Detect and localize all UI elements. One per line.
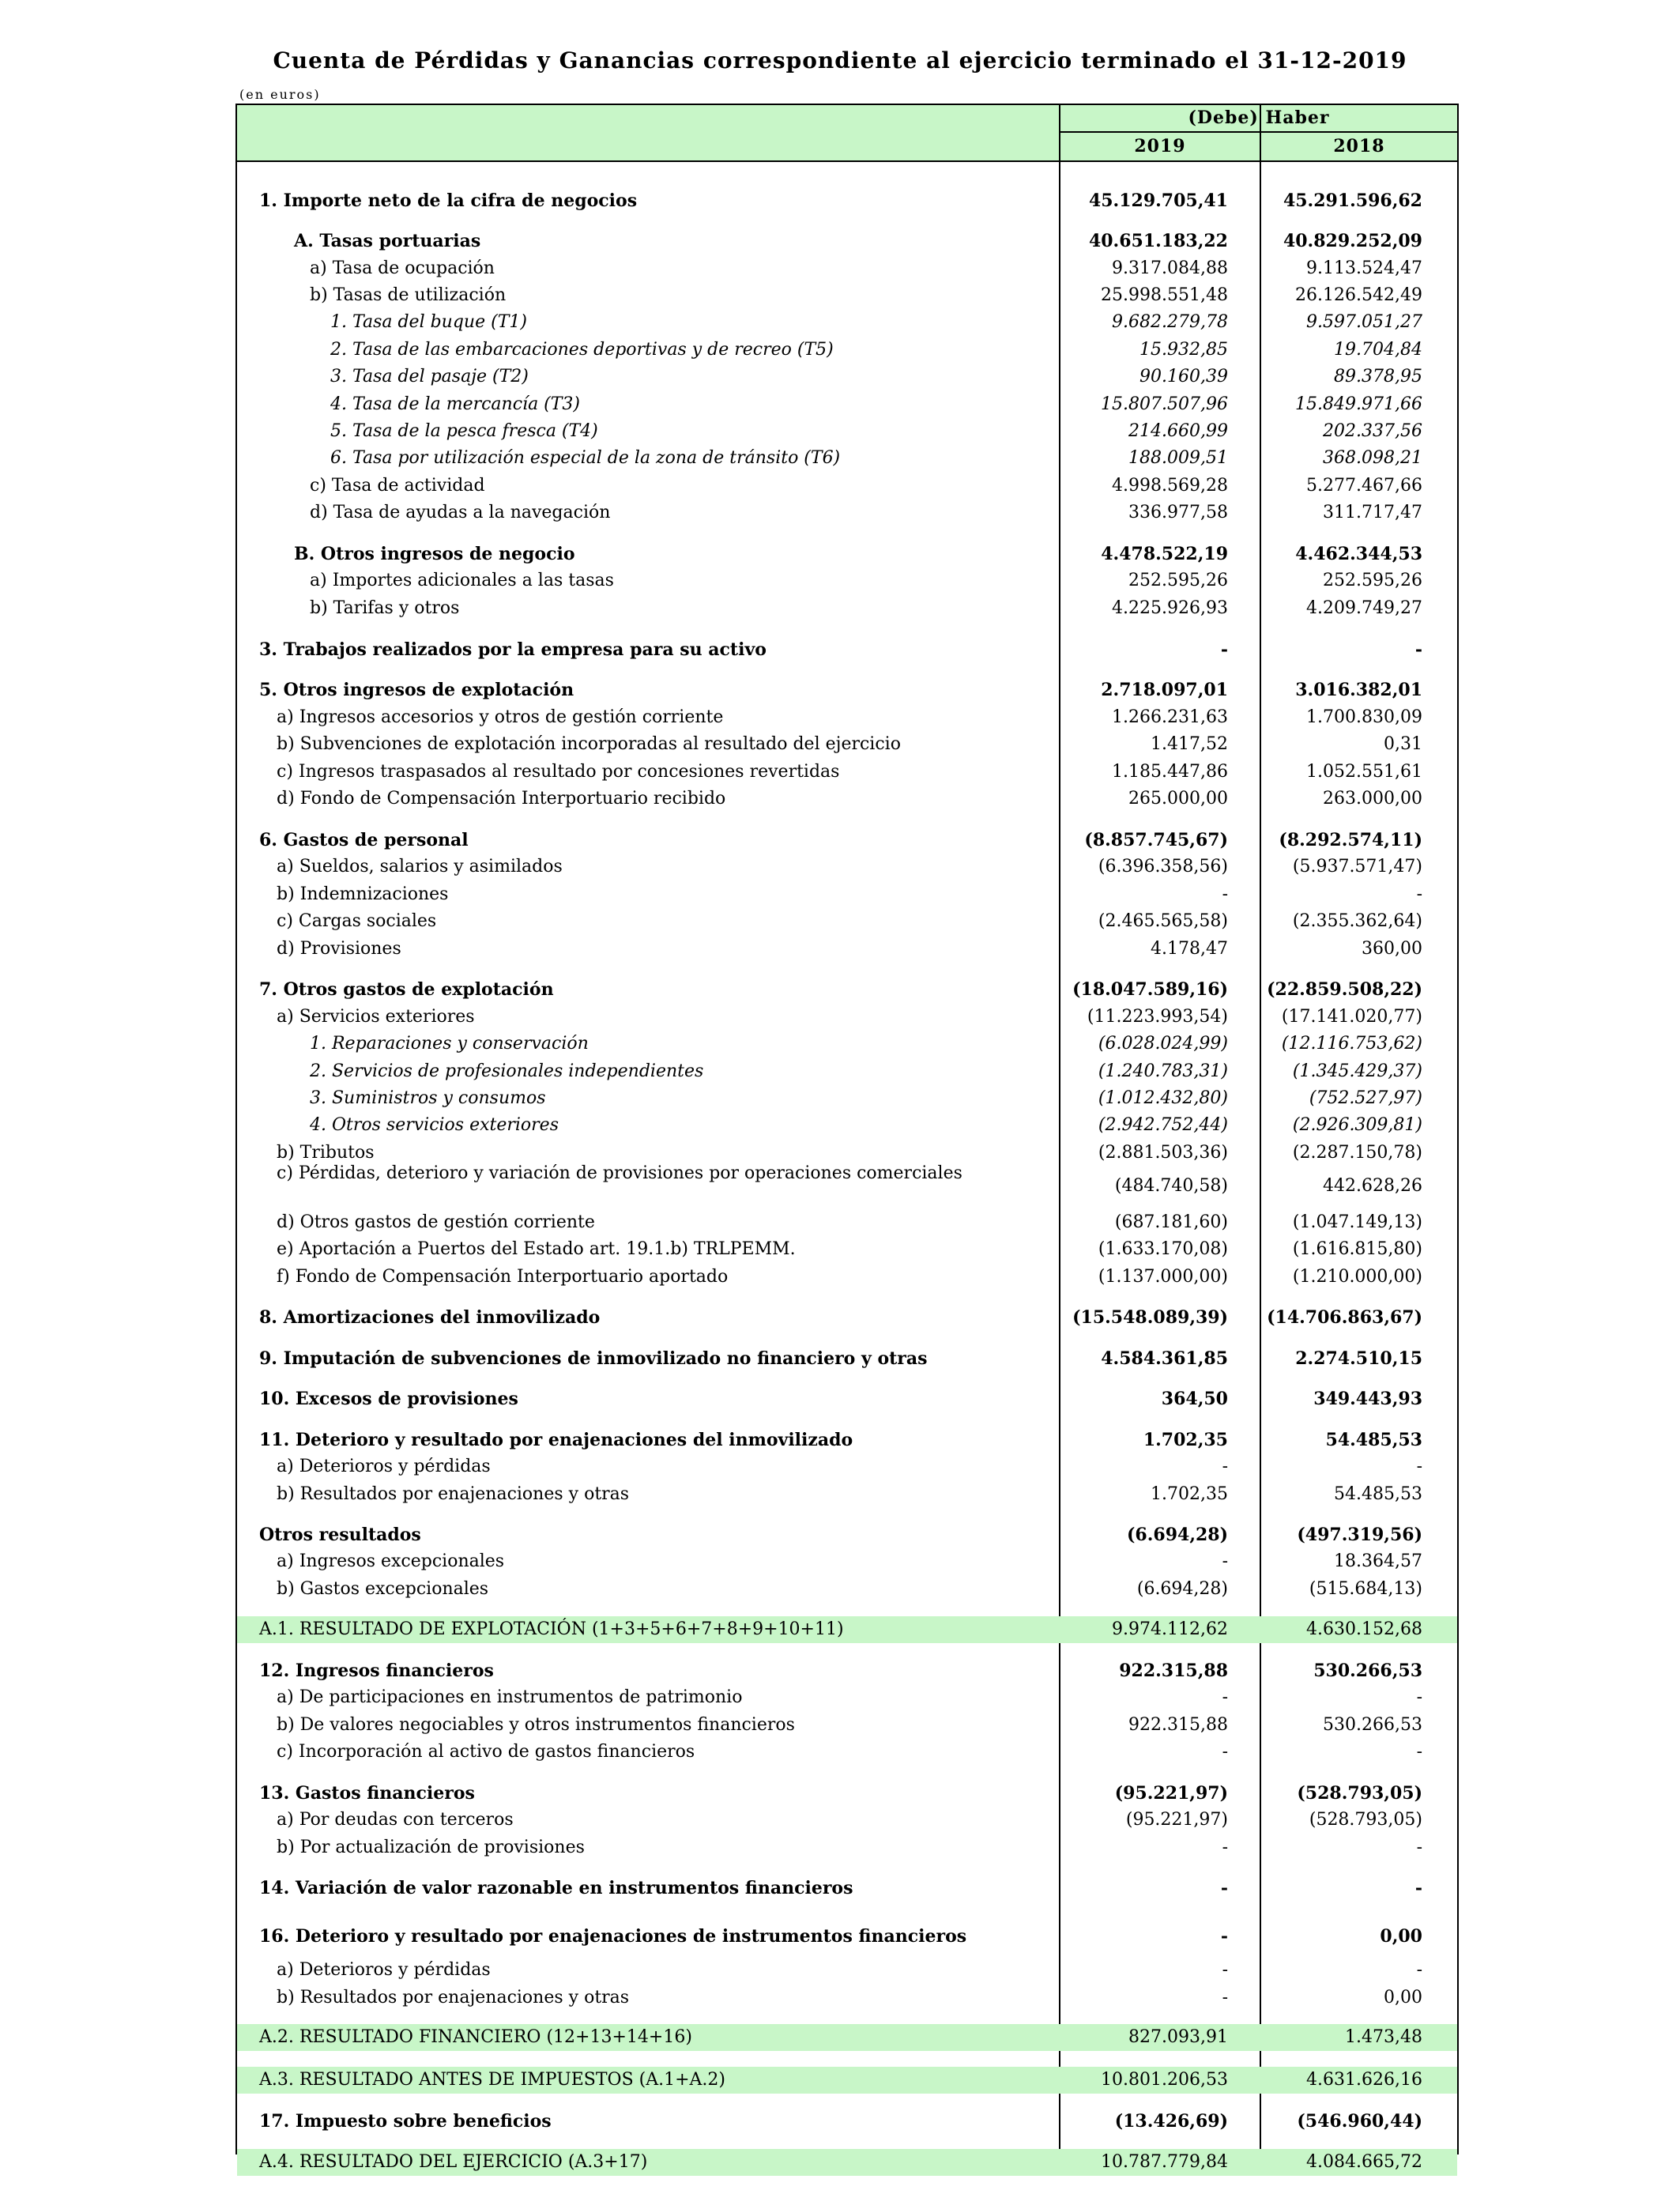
statement-row: [237, 1521, 1457, 1548]
statement-row: [237, 1453, 1457, 1480]
statement-row: [237, 1875, 1457, 1902]
value-2018: 360,00: [1362, 939, 1422, 959]
result-row: [237, 2024, 1457, 2051]
statement-row: [237, 567, 1457, 594]
statement-row: [237, 1236, 1457, 1263]
value-2019: (95.221,97): [1114, 1783, 1228, 1804]
value-2018: (1.047.149,13): [1292, 1212, 1422, 1232]
result-row: [237, 2149, 1457, 2176]
row-label: 2. Servicios de profesionales independientes: [310, 1061, 704, 1081]
statement-row: [237, 1427, 1457, 1453]
statement-row: [237, 255, 1457, 282]
value-2019: 45.129.705,41: [1088, 190, 1228, 211]
row-label: 4. Tasa de la mercancía (T3): [330, 394, 581, 414]
row-label: A.4. RESULTADO DEL EJERCICIO (A.3+17): [259, 2152, 648, 2172]
row-label: c) Ingresos traspasados al resultado por concesiones revertidas: [277, 762, 840, 782]
value-2018: -: [1414, 639, 1422, 660]
header-debe-haber: (Debe) Haber: [1188, 107, 1330, 128]
statement-row: [237, 1004, 1457, 1031]
value-2019: 922.315,88: [1128, 1715, 1228, 1735]
statement-row: [237, 1985, 1457, 2011]
row-label: a) Deterioros y pérdidas: [277, 1457, 491, 1476]
value-2018: 1.700.830,09: [1306, 707, 1422, 727]
statement-row: [237, 1923, 1457, 1950]
statement-row: [237, 1780, 1457, 1807]
value-2019: (6.694,28): [1127, 1525, 1228, 1545]
value-2018: -: [1416, 1687, 1422, 1707]
value-2019: 9.974.112,62: [1112, 1619, 1228, 1639]
row-label: 2. Tasa de las embarcaciones deportivas y de recreo (T5): [330, 340, 834, 360]
row-label: d) Otros gastos de gestión corriente: [277, 1212, 595, 1232]
value-2019: 4.178,47: [1151, 939, 1228, 959]
value-2018: (528.793,05): [1297, 1783, 1422, 1804]
value-2018: -: [1416, 884, 1422, 904]
row-label: Otros resultados: [259, 1525, 421, 1545]
row-label: e) Aportación a Puertos del Estado art. 19.1.b) TRLPEMM.: [277, 1239, 796, 1259]
value-2018: -: [1416, 1742, 1422, 1762]
statement-row: [237, 704, 1457, 731]
value-2018: 2.274.510,15: [1295, 1348, 1422, 1369]
statement-row: [237, 908, 1457, 935]
statement-row: [237, 282, 1457, 309]
value-2019: 4.998.569,28: [1112, 476, 1228, 496]
value-2019: -: [1220, 1926, 1228, 1947]
value-2018: 4.630.152,68: [1306, 1619, 1422, 1639]
row-label: a) Ingresos accesorios y otros de gestión corriente: [277, 707, 724, 727]
value-2018: 9.597.051,27: [1306, 312, 1422, 332]
value-2018: (5.937.571,47): [1292, 857, 1422, 876]
statement-row: [237, 1807, 1457, 1834]
statement-row: [237, 1085, 1457, 1112]
value-2019: 10.787.779,84: [1101, 2152, 1228, 2172]
row-label: 1. Reparaciones y conservación: [310, 1034, 589, 1054]
value-2018: 530.266,53: [1323, 1715, 1422, 1735]
value-2018: 0,31: [1384, 734, 1422, 754]
row-label: 14. Variación de valor razonable en instrumentos financieros: [259, 1878, 853, 1898]
row-label: a) Servicios exteriores: [277, 1007, 475, 1027]
value-2019: (6.694,28): [1136, 1579, 1228, 1599]
value-2018: (14.706.863,67): [1267, 1307, 1422, 1328]
value-2019: 1.266.231,63: [1112, 707, 1228, 727]
statement-row: [237, 1304, 1457, 1331]
value-2018: 202.337,56: [1323, 421, 1422, 441]
statement-row: [237, 1264, 1457, 1291]
value-2019: (11.223.993,54): [1087, 1007, 1228, 1027]
result-row: [237, 2067, 1457, 2094]
value-2019: 1.702,35: [1143, 1430, 1228, 1450]
statement-row: [237, 1209, 1457, 1236]
row-label: d) Fondo de Compensación Interportuario recibido: [277, 789, 726, 809]
row-label: A. Tasas portuarias: [294, 231, 481, 251]
value-2018: (497.319,56): [1297, 1525, 1422, 1545]
row-label: A.3. RESULTADO ANTES DE IMPUESTOS (A.1+A.2): [259, 2070, 726, 2090]
statement-row: [237, 364, 1457, 390]
row-label: 1. Tasa del buque (T1): [330, 312, 527, 332]
statement-row: [237, 1957, 1457, 1984]
value-2018: 349.443,93: [1313, 1389, 1422, 1409]
row-label: b) Subvenciones de explotación incorporadas al resultado del ejercicio: [277, 734, 901, 754]
value-2019: 252.595,26: [1128, 571, 1228, 590]
row-label: 10. Excesos de provisiones: [259, 1389, 518, 1409]
value-2019: (13.426,69): [1114, 2111, 1228, 2132]
statement-row: [237, 228, 1457, 254]
statement-row: [237, 936, 1457, 963]
value-2018: 311.717,47: [1323, 503, 1422, 522]
statement-row: [237, 759, 1457, 786]
statement-row: [237, 1481, 1457, 1508]
value-2018: (546.960,44): [1297, 2111, 1422, 2132]
row-label: b) Resultados por enajenaciones y otras: [277, 1988, 630, 2007]
value-2019: -: [1222, 1457, 1228, 1476]
value-2019: 265.000,00: [1128, 789, 1228, 809]
statement-row: [237, 1058, 1457, 1085]
value-2019: 1.702,35: [1151, 1484, 1228, 1504]
row-label: 7. Otros gastos de explotación: [259, 979, 554, 1000]
statement-row: [237, 1712, 1457, 1739]
row-label: b) Tarifas y otros: [310, 598, 460, 618]
header-year-2018: 2018: [1333, 136, 1385, 156]
value-2019: (95.221,97): [1125, 1810, 1228, 1830]
row-label: b) Por actualización de provisiones: [277, 1838, 585, 1857]
statement-row: [237, 636, 1457, 663]
value-2019: (15.548.089,39): [1072, 1307, 1228, 1328]
value-2018: 18.364,57: [1334, 1551, 1422, 1571]
row-label: c) Pérdidas, deterioro y variación de provisiones por operaciones comerciales: [277, 1163, 962, 1183]
row-label: 1. Importe neto de la cifra de negocios: [259, 190, 638, 211]
value-2018: 252.595,26: [1323, 571, 1422, 590]
value-2018: (1.210.000,00): [1292, 1267, 1422, 1287]
value-2019: (6.396.358,56): [1098, 857, 1228, 876]
value-2018: 1.473,48: [1345, 2027, 1422, 2047]
value-2018: (752.527,97): [1309, 1088, 1422, 1108]
statement-row: [237, 1163, 1457, 1210]
statement-row: [237, 337, 1457, 364]
value-2018: 4.084.665,72: [1306, 2152, 1422, 2172]
value-2019: 827.093,91: [1128, 2027, 1228, 2047]
header-bottom-rule: [237, 160, 1457, 162]
value-2019: 1.185.447,86: [1112, 762, 1228, 782]
row-label: b) Indemnizaciones: [277, 884, 449, 904]
statement-row: [237, 1684, 1457, 1711]
row-label: 6. Gastos de personal: [259, 830, 469, 850]
row-label: 5. Otros ingresos de explotación: [259, 680, 574, 700]
value-2018: 530.266,53: [1313, 1661, 1422, 1681]
value-2018: -: [1414, 1878, 1422, 1898]
row-label: 11. Deterioro y resultado por enajenaciones del inmovilizado: [259, 1430, 853, 1450]
value-2019: (18.047.589,16): [1072, 979, 1228, 1000]
statement-row: [237, 1576, 1457, 1603]
row-label: f) Fondo de Compensación Interportuario aportado: [277, 1267, 729, 1287]
row-label: a) Ingresos excepcionales: [277, 1551, 505, 1571]
value-2018: 3.016.382,01: [1295, 680, 1422, 700]
row-label: 16. Deterioro y resultado por enajenaciones de instrumentos financieros: [259, 1926, 967, 1947]
statement-row: [237, 391, 1457, 418]
value-2019: 25.998.551,48: [1101, 285, 1228, 305]
value-2018: -: [1416, 1960, 1422, 1980]
value-2018: 0,00: [1384, 1988, 1422, 2007]
value-2019: 90.160,39: [1139, 367, 1228, 386]
value-2018: (2.355.362,64): [1292, 911, 1422, 931]
income-statement-table: [235, 104, 1459, 2172]
statement-row: [237, 1031, 1457, 1057]
row-label: A.1. RESULTADO DE EXPLOTACIÓN (1+3+5+6+7+8+9+10+11): [259, 1619, 844, 1639]
row-label: 5. Tasa de la pesca fresca (T4): [330, 421, 598, 441]
value-2018: (17.141.020,77): [1281, 1007, 1422, 1027]
value-2018: (2.287.150,78): [1292, 1143, 1422, 1163]
value-2018: 4.209.749,27: [1306, 598, 1422, 618]
value-2018: (528.793,05): [1309, 1810, 1422, 1830]
value-2018: 19.704,84: [1334, 340, 1422, 360]
value-2019: -: [1220, 1878, 1228, 1898]
row-label: a) Deterioros y pérdidas: [277, 1960, 491, 1980]
row-label: c) Cargas sociales: [277, 911, 437, 931]
row-label: 8. Amortizaciones del inmovilizado: [259, 1307, 601, 1328]
row-label: B. Otros ingresos de negocio: [294, 544, 575, 564]
value-2019: 2.718.097,01: [1101, 680, 1228, 700]
value-2019: (2.465.565,58): [1098, 911, 1228, 931]
value-2019: 4.478.522,19: [1101, 544, 1228, 564]
value-2019: 364,50: [1161, 1389, 1228, 1409]
statement-row: [237, 881, 1457, 908]
statement-row: [237, 1739, 1457, 1766]
value-2019: -: [1222, 884, 1228, 904]
value-2018: (8.292.574,11): [1279, 830, 1422, 850]
value-2018: 9.113.524,47: [1306, 258, 1422, 278]
statement-row: [237, 976, 1457, 1003]
value-2019: 10.801.206,53: [1101, 2070, 1228, 2090]
value-2019: -: [1220, 639, 1228, 660]
statement-row: [237, 499, 1457, 526]
row-label: a) Por deudas con terceros: [277, 1810, 514, 1830]
value-2018: 368.098,21: [1323, 448, 1422, 468]
header-year-2019: 2019: [1134, 136, 1186, 156]
value-2019: 40.651.183,22: [1088, 231, 1228, 251]
value-2019: (1.012.432,80): [1098, 1088, 1228, 1108]
statement-row: [237, 2108, 1457, 2135]
value-2018: -: [1416, 1838, 1422, 1857]
value-2019: (6.028.024,99): [1098, 1034, 1228, 1054]
statement-row: [237, 1112, 1457, 1139]
value-2019: 4.584.361,85: [1101, 1348, 1228, 1369]
value-2018: 54.485,53: [1334, 1484, 1422, 1504]
value-2018: 5.277.467,66: [1306, 476, 1422, 496]
value-2018: 45.291.596,62: [1283, 190, 1422, 211]
row-label: a) Sueldos, salarios y asimilados: [277, 857, 563, 876]
row-label: a) Tasa de ocupación: [310, 258, 495, 278]
statement-row: [237, 187, 1457, 214]
statement-row: [237, 595, 1457, 622]
result-row: [237, 1616, 1457, 1643]
statement-row: [237, 731, 1457, 758]
value-2019: (2.881.503,36): [1098, 1143, 1228, 1163]
row-label: 12. Ingresos financieros: [259, 1661, 494, 1681]
statement-row: [237, 1345, 1457, 1372]
statement-row: [237, 473, 1457, 499]
value-2018: (515.684,13): [1309, 1579, 1422, 1599]
value-2019: (1.137.000,00): [1098, 1267, 1228, 1287]
row-label: A.2. RESULTADO FINANCIERO (12+13+14+16): [259, 2027, 692, 2047]
row-label: b) Resultados por enajenaciones y otras: [277, 1484, 630, 1504]
value-2018: (1.616.815,80): [1292, 1239, 1422, 1259]
statement-row: [237, 1657, 1457, 1684]
value-2018: (2.926.309,81): [1292, 1115, 1422, 1135]
value-2019: (687.181,60): [1114, 1212, 1228, 1232]
value-2019: -: [1222, 1551, 1228, 1571]
value-2019: -: [1222, 1687, 1228, 1707]
row-label: c) Tasa de actividad: [310, 476, 485, 496]
row-label: 3. Trabajos realizados por la empresa para su activo: [259, 639, 767, 660]
row-label: 4. Otros servicios exteriores: [310, 1115, 559, 1135]
statement-row: [237, 677, 1457, 703]
value-2019: 188.009,51: [1128, 448, 1228, 468]
row-label: d) Provisiones: [277, 939, 401, 959]
value-2019: 4.225.926,93: [1112, 598, 1228, 618]
value-2019: (2.942.752,44): [1098, 1115, 1228, 1135]
value-2019: 922.315,88: [1119, 1661, 1228, 1681]
statement-row: [237, 1548, 1457, 1575]
row-label: b) De valores negociables y otros instrumentos financieros: [277, 1715, 795, 1735]
value-2018: -: [1416, 1457, 1422, 1476]
value-2019: 15.932,85: [1139, 340, 1228, 360]
row-label: a) De participaciones en instrumentos de patrimonio: [277, 1687, 743, 1707]
value-2018: 54.485,53: [1325, 1430, 1422, 1450]
units-note: (en euros): [239, 87, 321, 102]
row-label: a) Importes adicionales a las tasas: [310, 571, 614, 590]
statement-row: [237, 418, 1457, 445]
statement-row: [237, 1385, 1457, 1412]
value-2018: 4.462.344,53: [1295, 544, 1422, 564]
statement-row: [237, 786, 1457, 812]
value-2018: 4.631.626,16: [1306, 2070, 1422, 2090]
row-label: c) Incorporación al activo de gastos financieros: [277, 1742, 695, 1762]
row-label: d) Tasa de ayudas a la navegación: [310, 503, 611, 522]
statement-row: [237, 309, 1457, 336]
document-title: Cuenta de Pérdidas y Ganancias correspondiente al ejercicio terminado el 31-12-2019: [273, 47, 1407, 74]
row-label: 9. Imputación de subvenciones de inmovilizado no financiero y otras: [259, 1348, 928, 1369]
statement-row: [237, 854, 1457, 880]
value-2019: -: [1222, 1742, 1228, 1762]
value-2019: -: [1222, 1960, 1228, 1980]
value-2018: (1.345.429,37): [1292, 1061, 1422, 1081]
value-2018: 263.000,00: [1323, 789, 1422, 809]
row-label: b) Gastos excepcionales: [277, 1579, 489, 1599]
statement-row: [237, 541, 1457, 567]
value-2018: 26.126.542,49: [1295, 285, 1422, 305]
value-2018: 0,00: [1380, 1926, 1422, 1947]
statement-row: [237, 1834, 1457, 1861]
value-2019: 15.807.507,96: [1101, 394, 1228, 414]
value-2019: 1.417,52: [1151, 734, 1228, 754]
value-2019: 9.317.084,88: [1112, 258, 1228, 278]
value-2018: (22.859.508,22): [1267, 979, 1422, 1000]
row-label: 17. Impuesto sobre beneficios: [259, 2111, 552, 2132]
row-label: 3. Tasa del pasaje (T2): [330, 367, 529, 386]
value-2018: 442.628,26: [1323, 1176, 1422, 1196]
value-2018: 89.378,95: [1334, 367, 1422, 386]
statement-row: [237, 827, 1457, 854]
value-2019: -: [1222, 1838, 1228, 1857]
value-2019: (484.740,58): [1114, 1176, 1228, 1196]
value-2019: 9.682.279,78: [1112, 312, 1228, 332]
row-label: b) Tributos: [277, 1143, 375, 1163]
value-2018: 1.052.551,61: [1306, 762, 1422, 782]
value-2019: (1.240.783,31): [1098, 1061, 1228, 1081]
row-label: 13. Gastos financieros: [259, 1783, 475, 1804]
row-label: 3. Suministros y consumos: [310, 1088, 546, 1108]
value-2019: (8.857.745,67): [1084, 830, 1228, 850]
value-2018: 15.849.971,66: [1295, 394, 1422, 414]
statement-row: [237, 445, 1457, 472]
row-label: 6. Tasa por utilización especial de la zona de tránsito (T6): [330, 448, 841, 468]
value-2018: 40.829.252,09: [1283, 231, 1422, 251]
value-2019: -: [1222, 1988, 1228, 2007]
value-2018: (12.116.753,62): [1281, 1034, 1422, 1054]
value-2019: 336.977,58: [1128, 503, 1228, 522]
value-2019: 214.660,99: [1128, 421, 1228, 441]
value-2019: (1.633.170,08): [1098, 1239, 1228, 1259]
row-label: b) Tasas de utilización: [310, 285, 507, 305]
